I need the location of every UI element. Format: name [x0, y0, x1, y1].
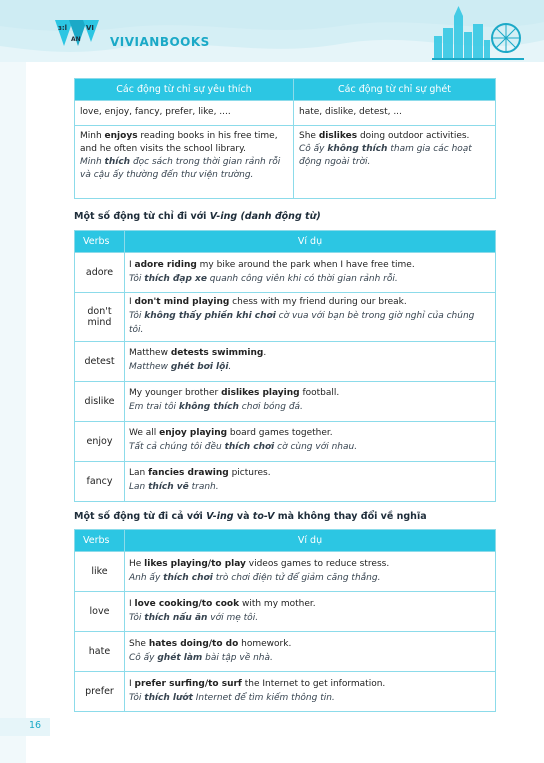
example-vi: Tôi không thấy phiền khi chơi cờ vua với bạn bè trong giờ nghỉ của chúng tôi. — [129, 310, 475, 335]
table-row — [75, 341, 496, 381]
dislike-example-cell — [294, 126, 496, 199]
example-cell — [125, 381, 496, 421]
header-dislike-verbs: Các động từ chỉ sự ghét — [294, 79, 496, 101]
page-number: 16 — [29, 720, 42, 731]
header-like-verbs: Các động từ chỉ sự yêu thích — [75, 79, 294, 101]
example-en: I love cooking/to cook with my mother. — [129, 598, 316, 609]
table-row — [75, 421, 496, 461]
table-row — [75, 381, 496, 421]
example-vi: Lan thích vẽ tranh. — [129, 482, 219, 493]
example-cell — [125, 672, 496, 712]
example-en: We all enjoy playing board games together. — [129, 428, 333, 439]
like-example-en: Minh enjoys reading books in his free time, and he often visits the school library. — [80, 131, 278, 155]
example-en: He likes playing/to play videos games to reduce stress. — [129, 558, 390, 569]
example-en: Matthew detests swimming. — [129, 348, 267, 359]
verb-cell: like — [75, 552, 125, 592]
example-cell — [125, 253, 496, 293]
dislike-example-vi: Cô ấy không thích tham gia các hoạt động ngoài trời. — [299, 144, 472, 168]
logo-text-1: ɜ:l — [58, 24, 68, 32]
example-cell — [125, 632, 496, 672]
example-en: I prefer surfing/to surf the Internet to get information. — [129, 678, 386, 689]
example-cell — [125, 341, 496, 381]
logo-text-2: VI — [86, 24, 95, 32]
example-vi: Anh ấy thích chơi trò chơi điện tử để giảm căng thẳng. — [129, 572, 381, 583]
table-row — [75, 293, 496, 342]
left-margin-band — [0, 62, 26, 763]
example-en: I adore riding my bike around the park when I have free time. — [129, 259, 415, 270]
verb-cell: adore — [75, 253, 125, 293]
verb-cell: don't mind — [75, 293, 125, 342]
example-cell — [125, 552, 496, 592]
table-row — [75, 632, 496, 672]
verb-cell: enjoy — [75, 421, 125, 461]
example-cell — [125, 421, 496, 461]
table-row — [75, 592, 496, 632]
like-verbs-list: love, enjoy, fancy, prefer, like, .... — [75, 101, 294, 126]
verb-cell: detest — [75, 341, 125, 381]
example-vi: Tôi thích lướt Internet để tìm kiếm thông tin. — [129, 692, 335, 703]
example-en: My younger brother dislikes playing football. — [129, 388, 340, 399]
table-row — [75, 552, 496, 592]
like-example-vi: Minh thích đọc sách trong thời gian rảnh rỗi và cậu ấy thường đến thư viện trường. — [80, 157, 281, 181]
section-title-v-ing: Một số động từ chỉ đi với V-ing (danh động từ) — [74, 211, 321, 222]
v-ing-table-body — [75, 253, 496, 502]
like-example-cell — [75, 126, 294, 199]
brand-name: VIVIANBOOKS — [110, 35, 210, 49]
example-vi: Tôi thích nấu ăn với mẹ tôi. — [129, 612, 259, 623]
verb-cell: dislike — [75, 381, 125, 421]
example-en: I don't mind playing chess with my friend during our break. — [129, 297, 407, 307]
v-ing-to-v-verbs-table — [74, 529, 496, 712]
example-cell — [125, 592, 496, 632]
example-vi: Tất cả chúng tôi đều thích chơi cờ cùng với nhau. — [129, 442, 358, 453]
header-examples: Ví dụ — [125, 231, 496, 253]
table-row — [75, 461, 496, 501]
verb-cell: fancy — [75, 461, 125, 501]
verb-cell: prefer — [75, 672, 125, 712]
dislike-example-en: She dislikes doing outdoor activities. — [299, 131, 470, 141]
city-skyline-icon — [432, 6, 524, 60]
example-cell — [125, 293, 496, 342]
example-en: Lan fancies drawing pictures. — [129, 468, 271, 479]
example-vi: Em trai tôi không thích chơi bóng đá. — [129, 402, 303, 413]
example-vi: Cô ấy ghét làm bài tập về nhà. — [129, 652, 273, 663]
verb-cell: hate — [75, 632, 125, 672]
example-vi: Matthew ghét bơi lội. — [129, 362, 232, 373]
example-cell — [125, 461, 496, 501]
like-dislike-verbs-table — [74, 78, 496, 199]
example-vi: Tôi thích đạp xe quanh công viên khi có thời gian rảnh rỗi. — [129, 273, 398, 284]
table-row — [75, 672, 496, 712]
verb-cell: love — [75, 592, 125, 632]
section-title-v-ing-to-v: Một số động từ đi cả với V-ing và to-V mà không thay đổi về nghĩa — [74, 511, 427, 522]
v-ing-to-v-table-body — [75, 552, 496, 712]
header-examples: Ví dụ — [125, 530, 496, 552]
v-ing-verbs-table — [74, 230, 496, 502]
header-verbs: Verbs — [75, 530, 125, 552]
vivianbooks-logo-icon — [53, 18, 101, 48]
table-row — [75, 253, 496, 293]
page-header — [0, 0, 544, 62]
page-number-tab — [0, 718, 50, 736]
logo-text-3: AN — [71, 36, 81, 43]
example-en: She hates doing/to do homework. — [129, 638, 292, 649]
dislike-verbs-list: hate, dislike, detest, ... — [294, 101, 496, 126]
header-verbs: Verbs — [75, 231, 125, 253]
